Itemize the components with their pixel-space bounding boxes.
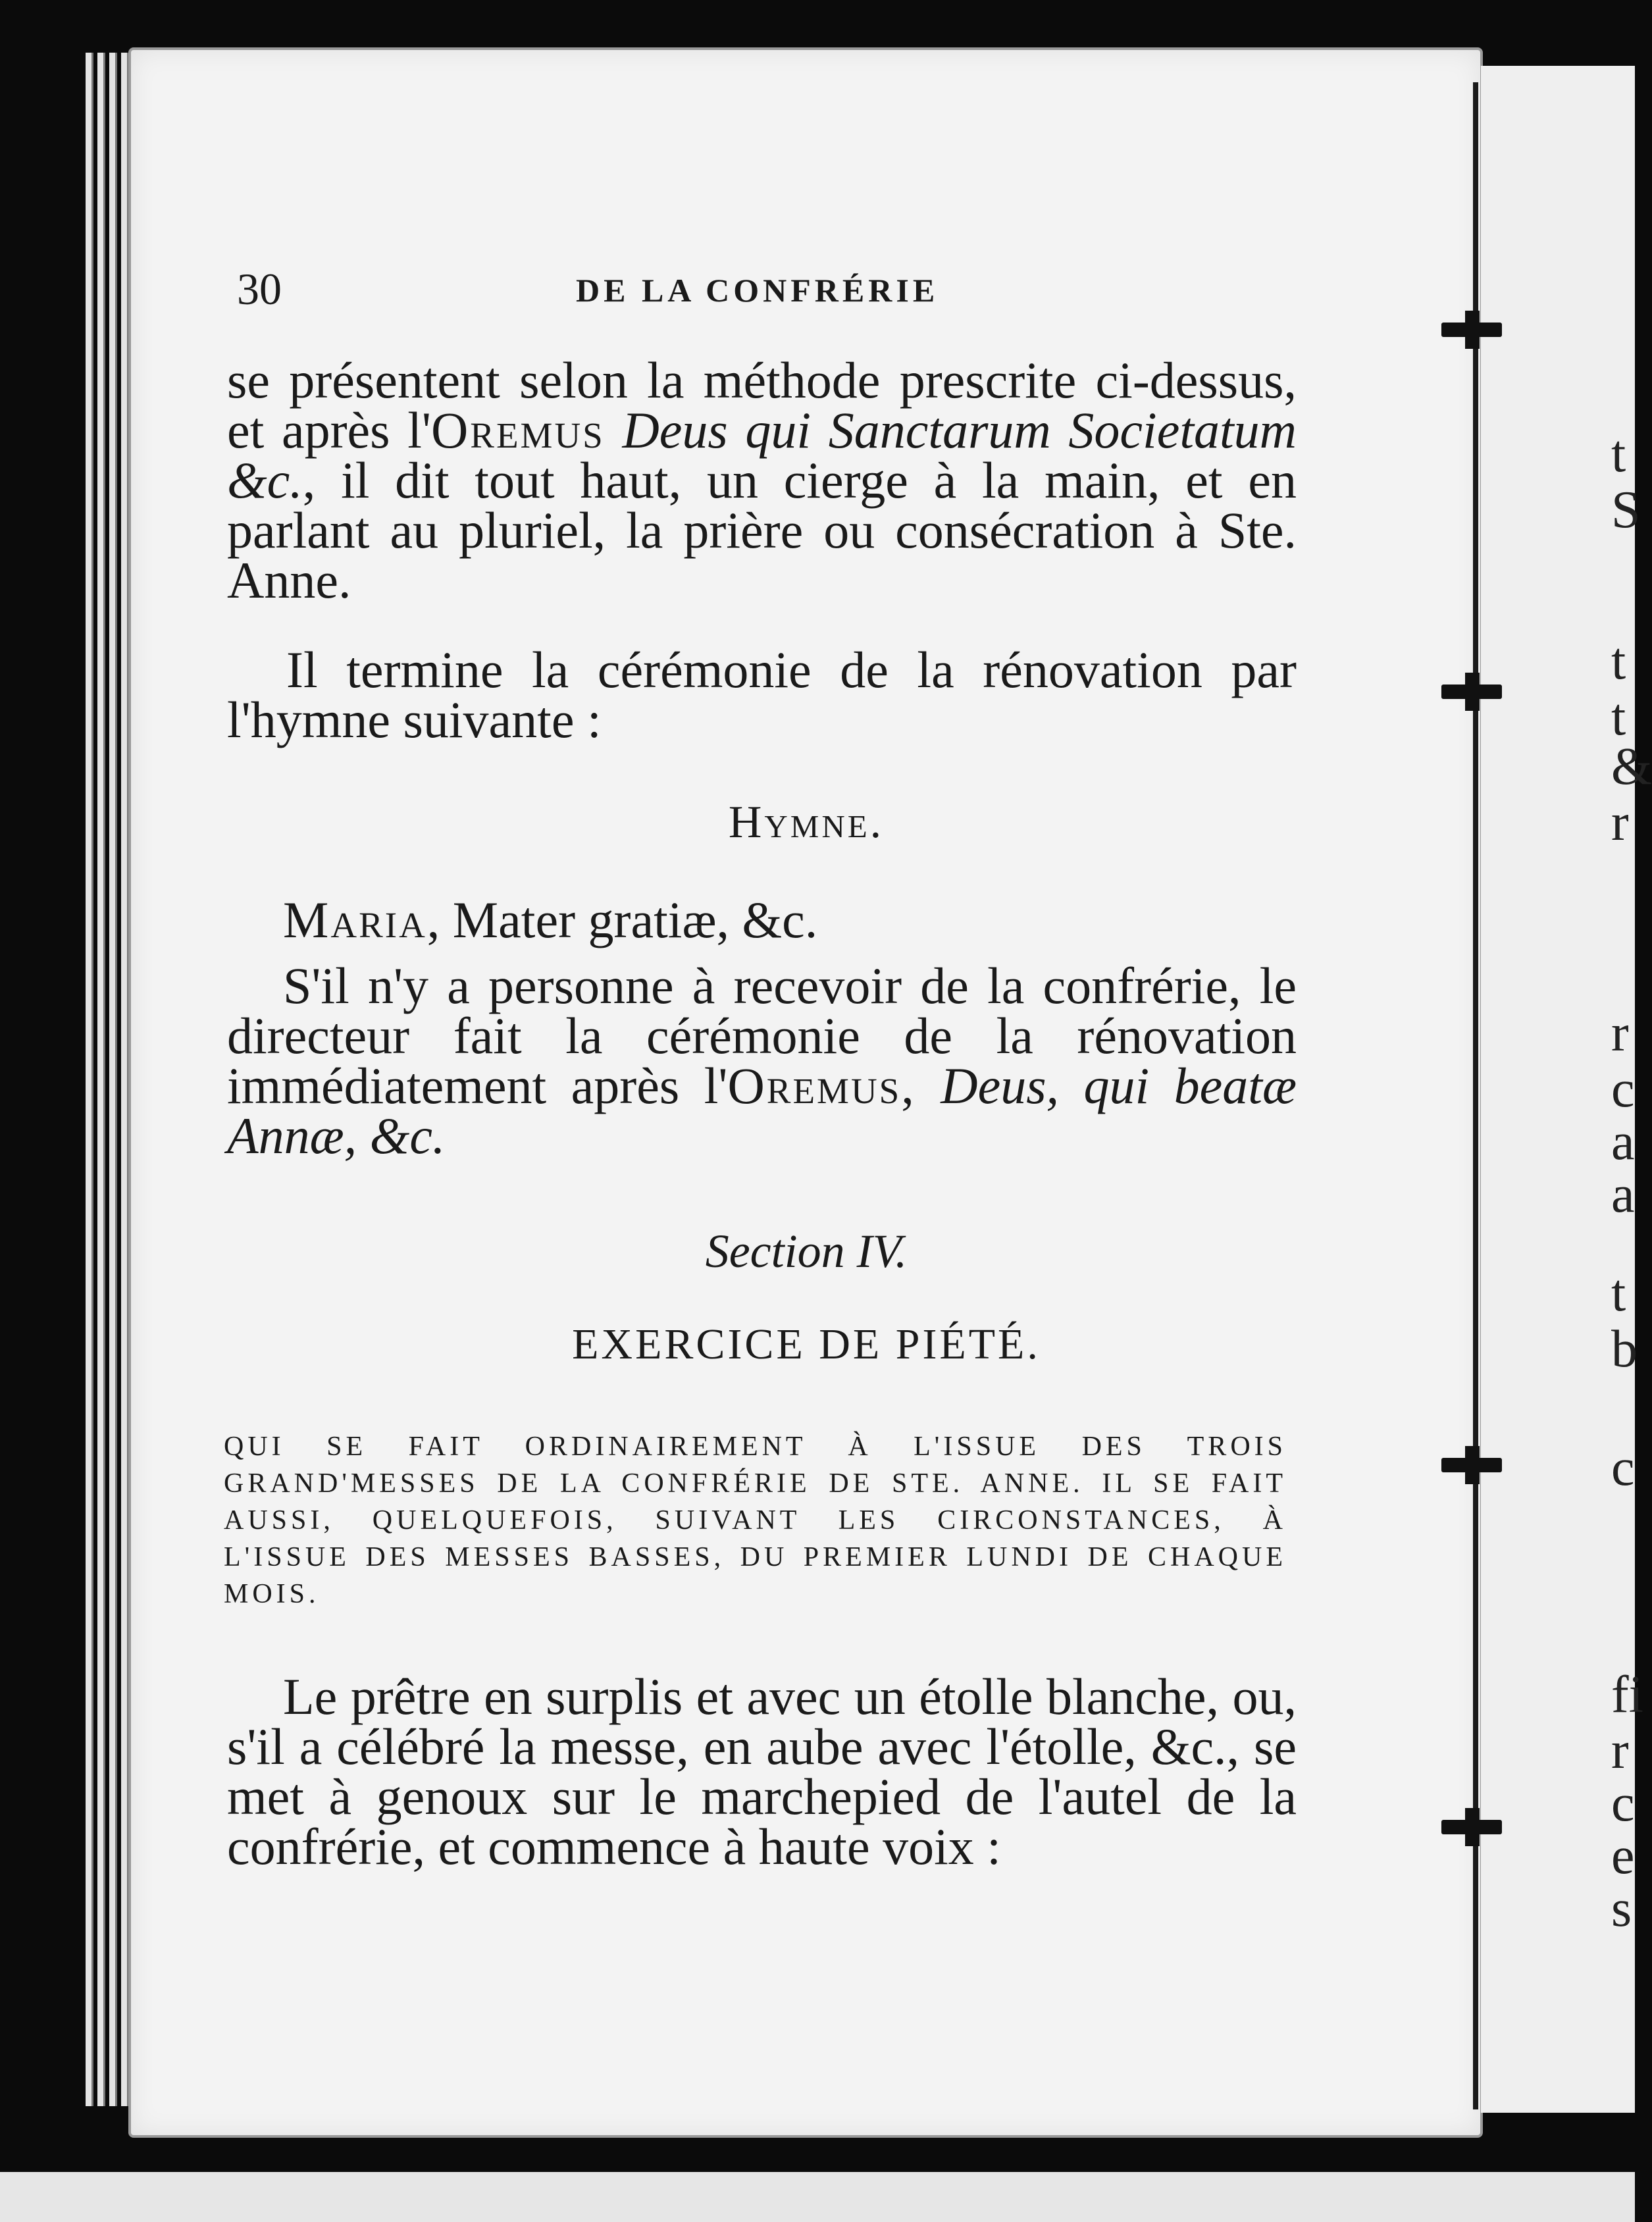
facing-page-fragment: c — [1611, 1060, 1635, 1118]
latin-incipit: Deus qui Sanctarum Societatum &c. — [227, 401, 1297, 509]
hymn-incipit — [227, 891, 1297, 948]
maria-word: Maria — [283, 891, 427, 948]
running-title: DE LA CONFRÉRIE — [576, 272, 939, 309]
rubric-note: QUI SE FAIT ORDINAIREMENT À L'ISSUE DES TROIS GRAND'MESSES DE LA CONFRÉRIE DE STE. ANNE. IL SE FAIT AUSSI, QUELQUEFOIS, SUIVANT LES CIRCONSTANCES, À L'ISSUE DES MESSES BASSES, DU PREMIER LUNDI DE CHAQUE MOIS. — [224, 1432, 1287, 1609]
binding-stitch — [1441, 1820, 1502, 1834]
oremus-word: Oremus, — [727, 1057, 916, 1114]
facing-page-fragment: c — [1611, 1439, 1635, 1497]
facing-page-fragment: r — [1611, 1722, 1629, 1780]
book-spine — [1473, 82, 1478, 2109]
facing-page-fragment: a — [1611, 1113, 1635, 1171]
paragraph-5: Le prêtre en surplis et avec un étolle blanche, ou, s'il a célébré la messe, en aube avec l'étolle, &c., se met à genoux sur le marchepied de l'autel de la confrérie, et commence à haute voix : — [227, 1668, 1297, 1875]
binding-stitch — [1441, 685, 1502, 699]
facing-page-fragment: r — [1611, 794, 1629, 852]
facing-page-fragment: t — [1611, 1264, 1626, 1322]
paragraph-1 — [227, 351, 1297, 609]
facing-page-fragment: b — [1611, 1320, 1638, 1378]
facing-page-fragment: e — [1611, 1827, 1635, 1885]
section-heading: Section IV. — [705, 1225, 908, 1278]
facing-page-fragment: t — [1611, 688, 1626, 746]
facing-page-fragment: c — [1611, 1774, 1635, 1832]
facing-page-fragment: s — [1611, 1880, 1632, 1938]
hymn-heading: Hymne. — [728, 797, 885, 848]
scan-bottom-margin — [0, 2172, 1635, 2222]
paragraph-text: se présentent selon la méthode prescrite ci-dessus, et après l' — [227, 351, 1297, 459]
binding-stitch — [1441, 323, 1502, 337]
paragraph-text: S'il n'y a personne à recevoir de la confrérie, le directeur fait la cérémonie de la rénovation immédiatement après l' — [227, 957, 1297, 1114]
paragraph-2: Il termine la cérémonie de la rénovation par l'hymne suivante : — [227, 641, 1297, 748]
facing-page-fragment: S — [1611, 481, 1641, 539]
facing-page-fragment: & — [1611, 738, 1652, 796]
paragraph-4 — [227, 957, 1297, 1164]
facing-page-fragment: fi — [1611, 1666, 1643, 1724]
paragraph-text: , il dit tout haut, un cierge à la main, et en parlant au pluriel, la prière ou consécration à Ste. Anne. — [227, 452, 1297, 609]
facing-page-fragment: r — [1611, 1004, 1629, 1062]
binding-stitch — [1441, 1458, 1502, 1472]
facing-page-fragment: t — [1611, 425, 1626, 483]
exercise-heading: EXERCICE DE PIÉTÉ. — [572, 1320, 1041, 1368]
facing-page-fragment: t — [1611, 633, 1626, 690]
page-number: 30 — [237, 264, 282, 314]
latin-incipit: Deus, qui beatæ Annæ, &c. — [227, 1057, 1297, 1164]
hymn-incipit-rest: , Mater gratiæ, &c. — [426, 891, 818, 948]
facing-page-fragment: a — [1611, 1166, 1635, 1224]
oremus-word: Oremus — [430, 401, 605, 459]
